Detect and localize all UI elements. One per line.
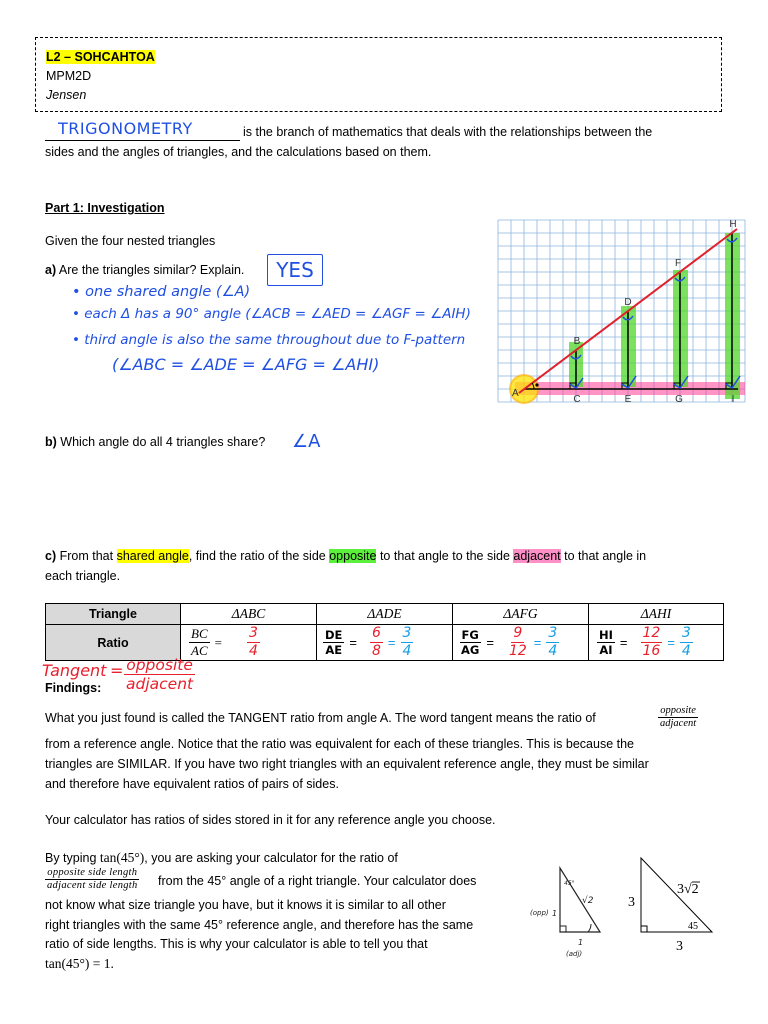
typed-fraction-bc-ac — [189, 627, 210, 657]
ratio-fraction-3-4 — [247, 626, 260, 658]
lesson-title: L2 – SOHCAHTOA — [46, 50, 155, 64]
side-fraction-fg-ag — [459, 629, 481, 656]
simplified-fraction-3-4 — [680, 626, 693, 658]
table-header-ade: ΔADE — [317, 604, 453, 625]
point-label-g: G — [675, 394, 683, 405]
question-a — [45, 262, 244, 278]
tan-line-1-post: , you are asking your calculator for the ratio of — [144, 851, 398, 865]
fraction-numerator: 3 — [248, 625, 258, 642]
question-c-line-1 — [45, 548, 646, 564]
header-box — [35, 37, 722, 112]
given-text: Given the four nested triangles — [45, 234, 216, 248]
fraction-numerator: 3 — [548, 625, 558, 642]
highlight-adjacent: adjacent — [513, 549, 561, 563]
question-a-label: a) — [45, 263, 57, 277]
term-blank-line — [45, 140, 240, 141]
table-row-label-ratio: Ratio — [46, 625, 181, 661]
intro-line-2: sides and the angles of triangles, and the calculations based on them. — [45, 145, 432, 159]
point-label-d: D — [624, 297, 632, 308]
side-fraction-de-ae — [323, 629, 344, 656]
fraction-numerator: 6 — [372, 625, 381, 642]
question-c-text-3: to that angle to the side — [376, 549, 514, 563]
question-c-text-1: From that — [56, 549, 117, 563]
side-fraction-hi-ai — [597, 629, 615, 656]
point-label-e: E — [624, 394, 632, 405]
question-c-line-2: each triangle. — [45, 569, 121, 583]
fraction-numerator: opposite — [660, 705, 696, 716]
equals-sign: = — [214, 634, 222, 650]
tan-line-6: tan(45°) = 1. — [45, 956, 114, 971]
tan-line-4: right triangles with the same 45° reference angle, and therefore has the same — [45, 918, 474, 932]
ratio-table — [45, 603, 724, 661]
nested-triangles-figure — [497, 214, 747, 409]
sketch-right-angle — [560, 926, 566, 932]
tangent-note-word: Tangent — [42, 661, 107, 680]
tan-line-3: not know what size triangle you have, but it knows it is similar to all other — [45, 898, 446, 912]
question-b-text: Which angle do all 4 triangles share? — [56, 435, 266, 449]
sketch-adj-value: 1 — [578, 938, 584, 947]
fraction-denominator: adjacent — [660, 718, 697, 729]
equals-sign: = — [387, 635, 396, 650]
sketch-angle-arc — [588, 924, 591, 932]
note-third-angle-list: (∠ABC = ∠ADE = ∠AFG = ∠AHI) — [112, 355, 380, 374]
question-b — [45, 434, 265, 450]
tan-line-1 — [45, 850, 398, 866]
ratio-cell-ahi — [589, 625, 724, 661]
point-label-a: A — [512, 388, 519, 399]
course-code: MPM2D — [46, 69, 92, 83]
equals-sign: = — [349, 635, 357, 650]
highlight-opposite: opposite — [329, 549, 377, 563]
sketch-hyp-value: √2 — [582, 896, 594, 906]
handwritten-term: TRIGONOMETRY — [58, 119, 193, 138]
table-row — [46, 604, 724, 625]
fraction-denominator: AG — [461, 643, 480, 657]
findings-line-4: and therefore have equivalent ratios of pairs of sides. — [45, 777, 339, 791]
fraction-numerator: opposite side length — [47, 867, 138, 878]
tangent-note-adjacent: adjacent — [126, 675, 194, 694]
fraction-numerator: 9 — [513, 625, 523, 642]
teacher-name: Jensen — [46, 88, 87, 102]
typed-hyp-label: 3√2 — [677, 882, 699, 897]
question-c-text-2: , find the ratio of the side — [188, 549, 330, 563]
simplified-fraction-3-4 — [401, 626, 414, 658]
equals-sign: = — [486, 635, 494, 650]
fraction-numerator: 3 — [681, 625, 691, 642]
typed-bottom-label: 3 — [676, 939, 683, 954]
equals-sign: = — [667, 635, 675, 650]
fraction-denominator: 12 — [508, 643, 527, 659]
sketch-opp-value: 1 — [552, 909, 558, 918]
angle-a-dot — [535, 383, 538, 386]
table-header-triangle: Triangle — [46, 604, 181, 625]
tangent-note-opposite: opposite — [126, 656, 193, 674]
note-right-angle: • each Δ has a 90° angle (∠ACB = ∠AED = ∠AGF = ∠AIH) — [72, 306, 471, 322]
sketch-adj-label: (adj) — [566, 950, 583, 958]
fraction-denominator: AE — [325, 643, 343, 657]
fraction-denominator: 4 — [548, 643, 558, 659]
table-header-ahi: ΔAHI — [589, 604, 724, 625]
calculator-line: Your calculator has ratios of sides stored in it for any reference angle you choose. — [45, 813, 496, 827]
fraction-numerator: BC — [191, 626, 208, 642]
fraction-numerator: 3 — [402, 625, 412, 642]
typed-angle-label: 45 — [688, 921, 698, 932]
part1-heading: Part 1: Investigation — [45, 201, 165, 215]
point-label-i: I — [731, 394, 735, 405]
table-header-afg: ΔAFG — [453, 604, 589, 625]
ratio-cell-afg — [453, 625, 589, 661]
sketch-angle-value: 45° — [564, 880, 575, 887]
question-c-label: c) — [45, 549, 57, 563]
answer-b: ∠A — [292, 431, 321, 452]
point-label-h: H — [729, 219, 737, 230]
fraction-denominator: 4 — [681, 643, 691, 659]
equals-sign: = — [533, 635, 542, 650]
table-header-abc: ΔABC — [181, 604, 317, 625]
sketch-opp-label: (opp) — [530, 909, 549, 917]
answer-a: YES — [276, 258, 314, 282]
fraction-denominator: AI — [599, 643, 613, 657]
side-length-fraction — [45, 867, 140, 892]
intro-line-1: is the branch of mathematics that deals with the relationships between the — [243, 125, 653, 139]
findings-heading: Findings: — [45, 681, 102, 695]
note-third-angle: • third angle is also the same throughout due to F-pattern — [72, 332, 466, 348]
fraction-numerator: HI — [599, 627, 613, 642]
typed-left-label: 3 — [628, 895, 635, 910]
tan-expression: tan(45°) — [99, 850, 145, 865]
typed-triangle — [620, 848, 720, 956]
question-b-label: b) — [45, 435, 57, 449]
fraction-numerator: FG — [461, 627, 479, 642]
tangent-note-fraction — [124, 657, 195, 693]
tangent-note-equals: = — [110, 661, 124, 680]
ratio-cell-abc — [181, 625, 317, 661]
equals-sign: = — [619, 635, 628, 650]
question-a-text: Are the triangles similar? Explain. — [56, 263, 245, 277]
highlight-shared-angle: shared angle — [116, 549, 189, 563]
ratio-fraction-6-8 — [370, 626, 383, 658]
findings-line-1: What you just found is called the TANGENT ratio from angle A. The word tangent means the ratio of — [45, 711, 596, 725]
note-shared-angle: • one shared angle (∠A) — [72, 284, 251, 300]
fraction-denominator: adjacent side length — [47, 880, 138, 891]
fraction-numerator: 12 — [642, 625, 661, 642]
point-label-b: B — [573, 336, 581, 347]
fraction-numerator: DE — [325, 627, 343, 642]
sketch-triangle-outline — [560, 868, 600, 932]
question-c-text-4: to that angle in — [560, 549, 647, 563]
fraction-denominator: 8 — [372, 643, 381, 659]
simplified-fraction-3-4 — [546, 626, 559, 658]
findings-line-2: from a reference angle. Notice that the ratio was equivalent for each of these triangles. This is because the — [45, 737, 634, 751]
fraction-denominator: AC — [191, 643, 208, 658]
ratio-fraction-9-12 — [507, 626, 529, 658]
tan-line-2: from the 45° angle of a right triangle. Your calculator does — [158, 874, 477, 888]
tan-line-1-pre: By typing — [45, 851, 100, 865]
ratio-fraction-12-16 — [641, 626, 663, 658]
sketch-triangle — [528, 855, 612, 965]
fraction-denominator: 4 — [402, 643, 412, 659]
findings-fraction — [658, 705, 698, 730]
point-label-c: C — [573, 394, 581, 405]
tan-line-5: ratio of side lengths. This is why your calculator is able to tell you that — [45, 937, 428, 951]
answer-a-box — [267, 254, 323, 286]
findings-line-3: triangles are SIMILAR. If you have two right triangles with an equivalent reference angle, they must be similar — [45, 757, 649, 771]
fraction-denominator: 4 — [248, 643, 258, 659]
typed-right-angle — [641, 926, 647, 932]
point-label-f: F — [674, 258, 682, 269]
fraction-denominator: 16 — [642, 643, 661, 659]
ratio-cell-ade — [317, 625, 453, 661]
